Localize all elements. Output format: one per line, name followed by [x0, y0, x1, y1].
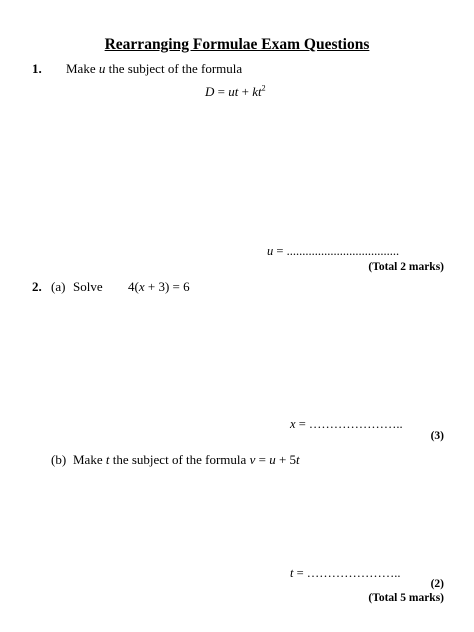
question-1-total-marks: (Total 2 marks) [368, 261, 444, 273]
question-2b-marks: (2) [430, 578, 444, 590]
question-2b-label: (b) [51, 452, 67, 467]
question-2-total-marks: (Total 5 marks) [368, 592, 444, 604]
question-1-text: Make u the subject of the formula [66, 61, 243, 76]
question-2a-label: (a) [51, 279, 66, 294]
question-1-formula: D = ut + $kt^2$ [205, 83, 266, 99]
question-1-number: 1. [32, 61, 42, 76]
question-2b-answer-line[interactable]: t = ………………….. [290, 566, 401, 580]
question-2a-text: Solve [73, 279, 103, 294]
question-2a-marks: (3) [430, 430, 444, 442]
question-2b-text: Make t the subject of the formula v = u + 5t [73, 452, 300, 467]
question-1-answer-line[interactable]: u = .................................... [267, 244, 400, 258]
question-2a-equation: 4(x + 3) = 6 [128, 279, 190, 294]
question-2-number: 2. [32, 279, 42, 294]
question-2a-answer-line[interactable]: x = ………………….. [290, 417, 403, 431]
page-title: Rearranging Formulae Exam Questions [104, 36, 370, 53]
